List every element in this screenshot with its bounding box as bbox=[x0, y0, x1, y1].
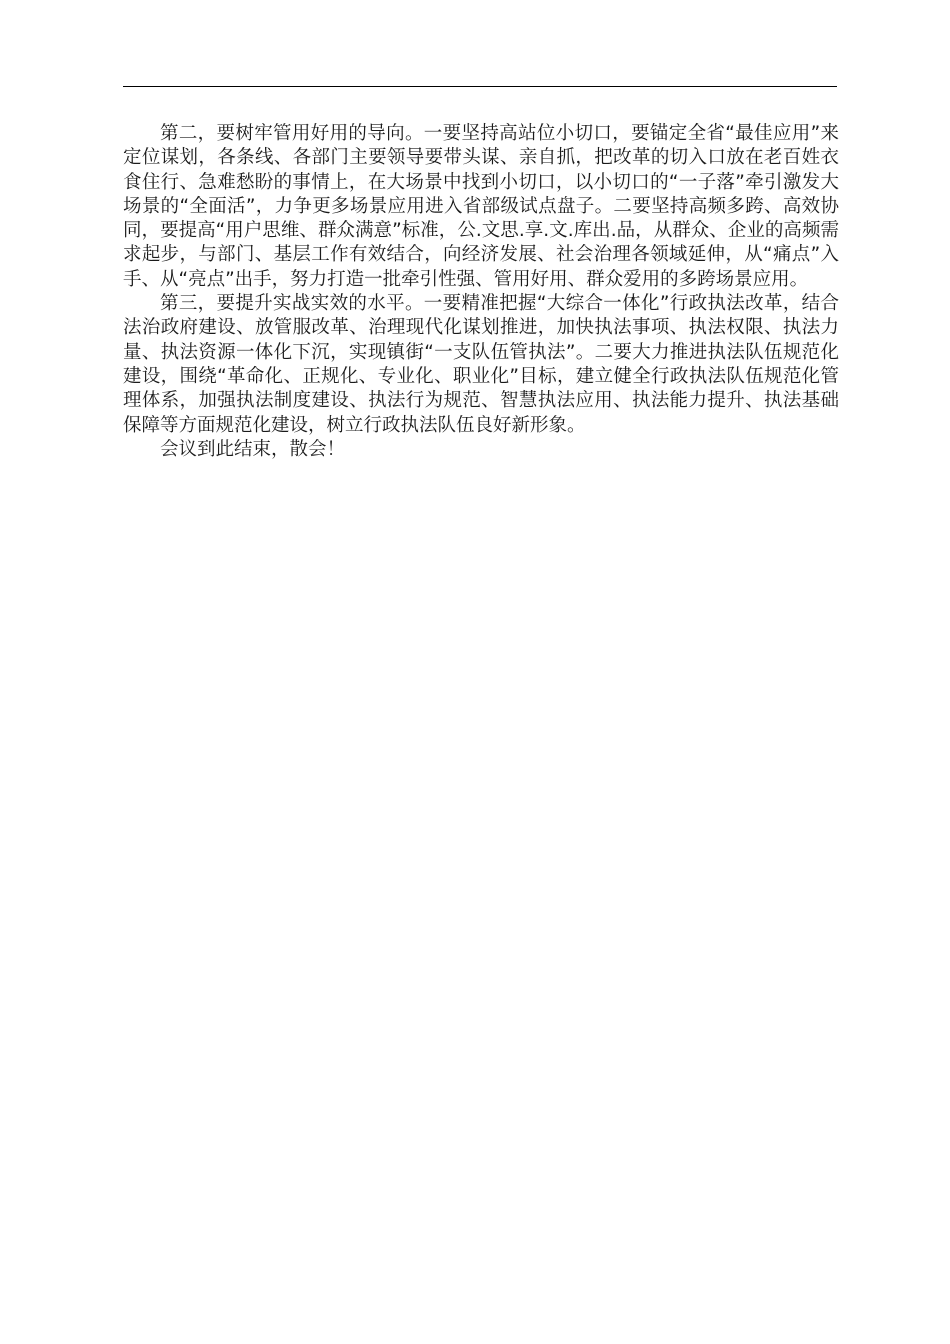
document-body bbox=[123, 122, 839, 462]
paragraph-second-point: 第二，要树牢管用好用的导向。一要坚持高站位小切口，要锚定全省“最佳应用”来定位谋划，各条线、各部门主要领导要带头谋、亲自抓，把改革的切入口放在老百姓衣食住行、急难愁盼的事情上，在大场景中找到小切口，以小切口的“一子落”牵引激发大场景的“全面活”，力争更多场景应用进入省部级试点盘子。二要坚持高频多跨、高效协同，要提高“用户思维、群众满意”标准，公.文思.享.文.库出.品，从群众、企业的高频需求起步，与部门、基层工作有效结合，向经济发展、社会治理各领域延伸，从“痛点”入手、从“亮点”出手，努力打造一批牵引性强、管用好用、群众爱用的多跨场景应用。 bbox=[123, 123, 839, 290]
paragraph-closing: 会议到此结束，散会！ bbox=[160, 438, 346, 460]
header-rule bbox=[123, 86, 837, 87]
paragraph-third-point: 第三，要提升实战实效的水平。一要精准把握“大综合一体化”行政执法改革，结合法治政府建设、放管服改革、治理现代化谋划推进，加快执法事项、执法权限、执法力量、执法资源一体化下沉，实现镇街“一支队伍管执法”。二要大力推进执法队伍规范化建设，围绕“革命化、正规化、专业化、职业化”目标，建立健全行政执法队伍规范化管理体系，加强执法制度建设、执法行为规范、智慧执法应用、执法能力提升、执法基础保障等方面规范化建设，树立行政执法队伍良好新形象。 bbox=[123, 293, 839, 436]
